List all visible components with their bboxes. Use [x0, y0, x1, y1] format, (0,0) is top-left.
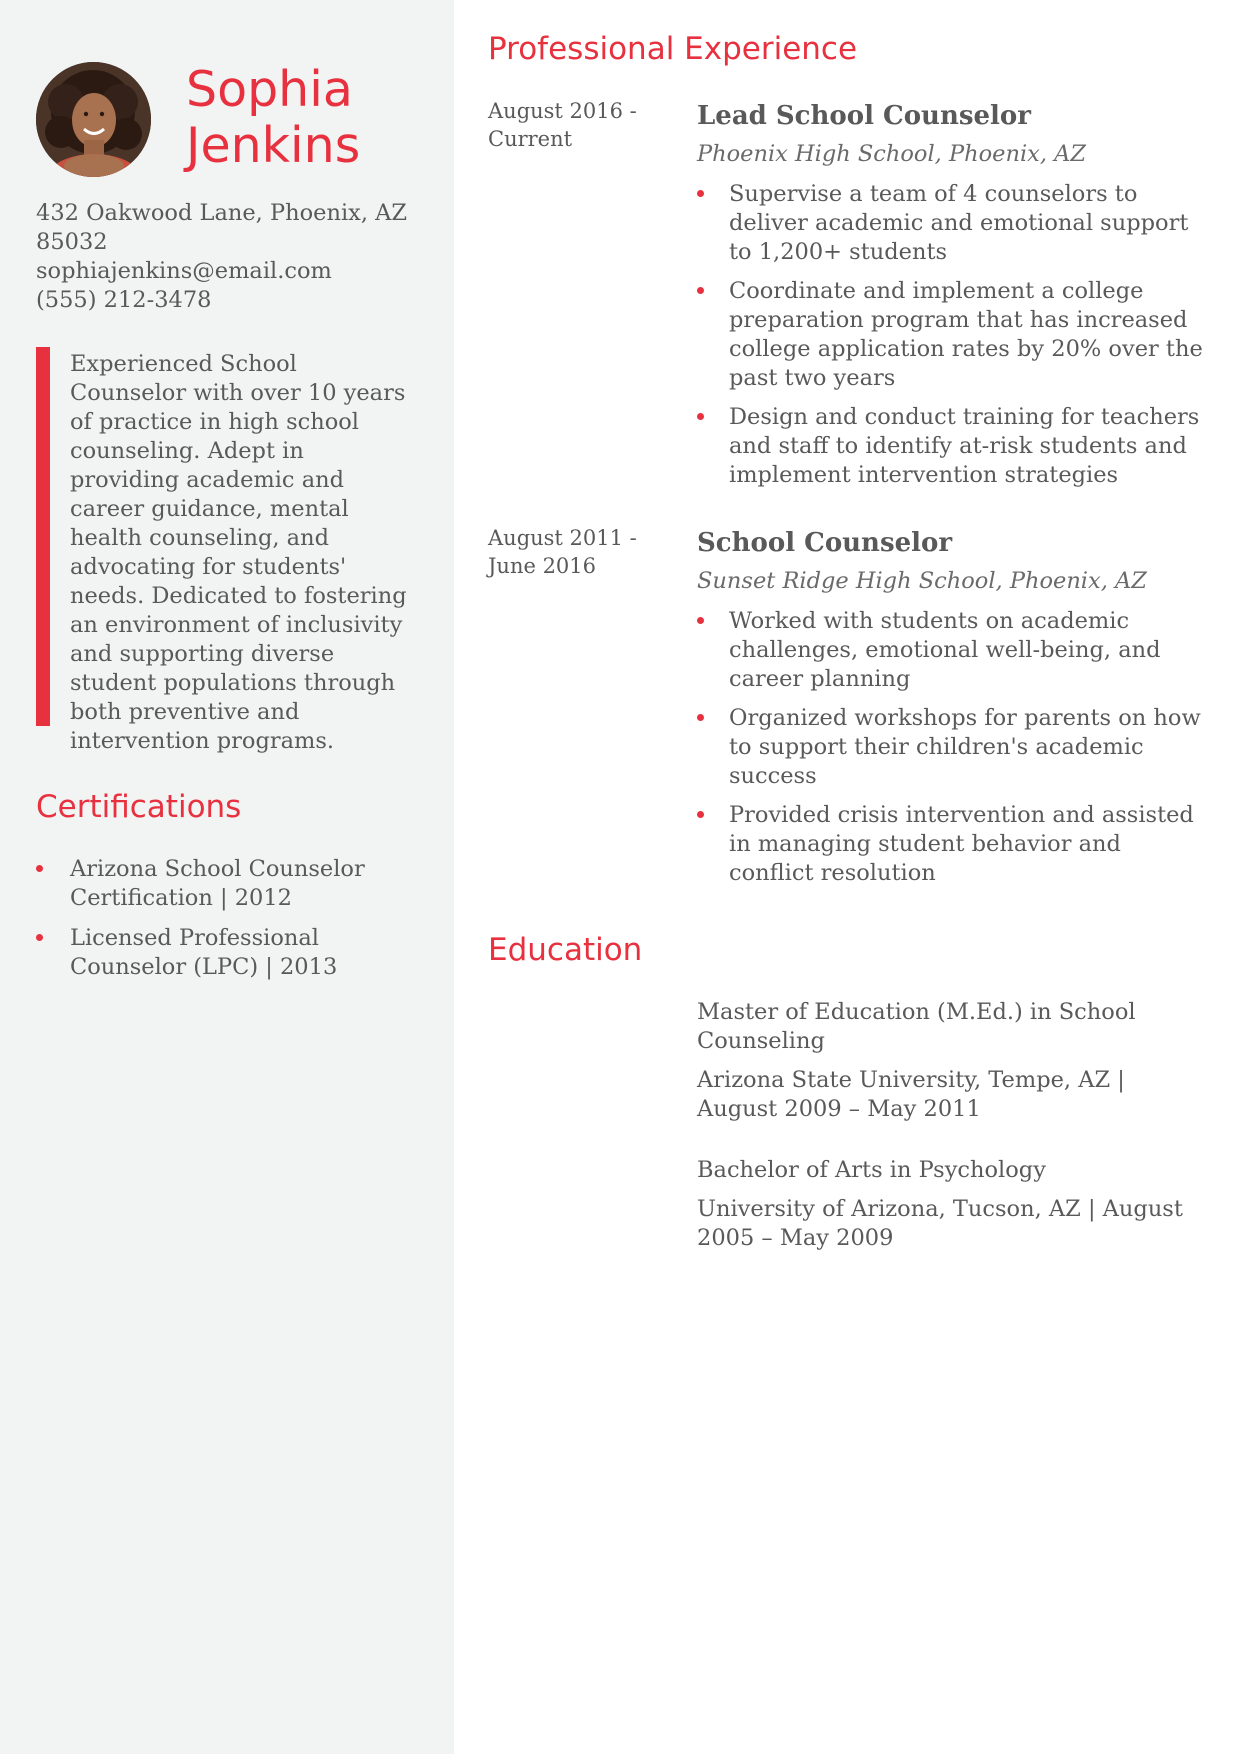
- bullet-icon: [36, 934, 43, 941]
- bullet-icon: [697, 287, 704, 294]
- education-entry: [697, 998, 1207, 1134]
- list-item: [697, 704, 1207, 791]
- first-name: Sophia: [186, 61, 353, 118]
- portrait-image: [36, 62, 151, 177]
- summary-accent-bar: [36, 347, 50, 726]
- job-company: Phoenix High School, Phoenix, AZ: [697, 141, 1087, 167]
- list-item: [697, 277, 1207, 393]
- certifications-heading: Certifications: [36, 789, 242, 825]
- bullet-icon: [697, 190, 704, 197]
- bullet-text: Worked with students on academic challenges, emotional well-being, and career planning: [729, 608, 1161, 692]
- job-dates: August 2016 - Current: [488, 99, 637, 151]
- school-and-dates: Arizona State University, Tempe, AZ | August 2009 – May 2011: [697, 1067, 1125, 1122]
- candidate-name: [186, 62, 436, 174]
- email: sophiajenkins@email.com: [36, 258, 332, 284]
- certifications-list: [36, 855, 426, 993]
- certification-text: Licensed Professional Counselor (LPC) | 2013: [70, 925, 338, 980]
- degree: Master of Education (M.Ed.) in School Counseling: [697, 999, 1136, 1054]
- list-item: [697, 607, 1207, 694]
- profile-photo: [36, 62, 151, 177]
- list-item: [697, 180, 1207, 267]
- job-bullets: [697, 180, 1207, 500]
- job-company: Sunset Ridge High School, Phoenix, AZ: [697, 568, 1147, 594]
- list-item: [697, 801, 1207, 888]
- job-dates: August 2011 - June 2016: [488, 526, 637, 578]
- bullet-icon: [697, 811, 704, 818]
- bullet-icon: [36, 865, 43, 872]
- bullet-text: Design and conduct training for teachers and staff to identify at-risk students and implement intervention strategies: [729, 404, 1200, 488]
- bullet-text: Provided crisis intervention and assisted in managing student behavior and conflict resolution: [729, 802, 1194, 886]
- degree: Bachelor of Arts in Psychology: [697, 1157, 1046, 1183]
- list-item: [36, 855, 426, 913]
- job-title: Lead School Counselor: [697, 101, 1031, 131]
- profile-summary: Experienced School Counselor with over 10 years of practice in high school counseling. Adept in providing academic and career guidance, mental health counseling, and advocating for students' needs. Dedicated to fostering an environment of inclusivity and supporting diverse student populations through both preventive and intervention programs.: [70, 351, 407, 754]
- last-name: Jenkins: [186, 117, 361, 174]
- bullet-text: Organized workshops for parents on how to support their children's academic success: [729, 705, 1201, 789]
- bullet-text: Supervise a team of 4 counselors to deliver academic and emotional support to 1,200+ students: [729, 181, 1189, 265]
- phone: (555) 212-3478: [36, 287, 212, 313]
- bullet-icon: [697, 714, 704, 721]
- school-and-dates: University of Arizona, Tucson, AZ | August 2005 – May 2009: [697, 1196, 1183, 1251]
- education-entry: [697, 1156, 1207, 1263]
- list-item: [36, 924, 426, 982]
- sidebar: [0, 0, 454, 1754]
- list-item: [697, 403, 1207, 490]
- certification-text: Arizona School Counselor Certification | 2012: [70, 856, 365, 911]
- contact-info: [36, 199, 426, 315]
- job-title: School Counselor: [697, 528, 953, 558]
- address: 432 Oakwood Lane, Phoenix, AZ 85032: [36, 200, 408, 255]
- bullet-icon: [697, 617, 704, 624]
- education-heading: Education: [488, 932, 643, 968]
- bullet-text: Coordinate and implement a college preparation program that has increased college application rates by 20% over the past two years: [729, 278, 1203, 391]
- bullet-icon: [697, 413, 704, 420]
- job-bullets: [697, 607, 1207, 898]
- experience-heading: Professional Experience: [488, 31, 858, 67]
